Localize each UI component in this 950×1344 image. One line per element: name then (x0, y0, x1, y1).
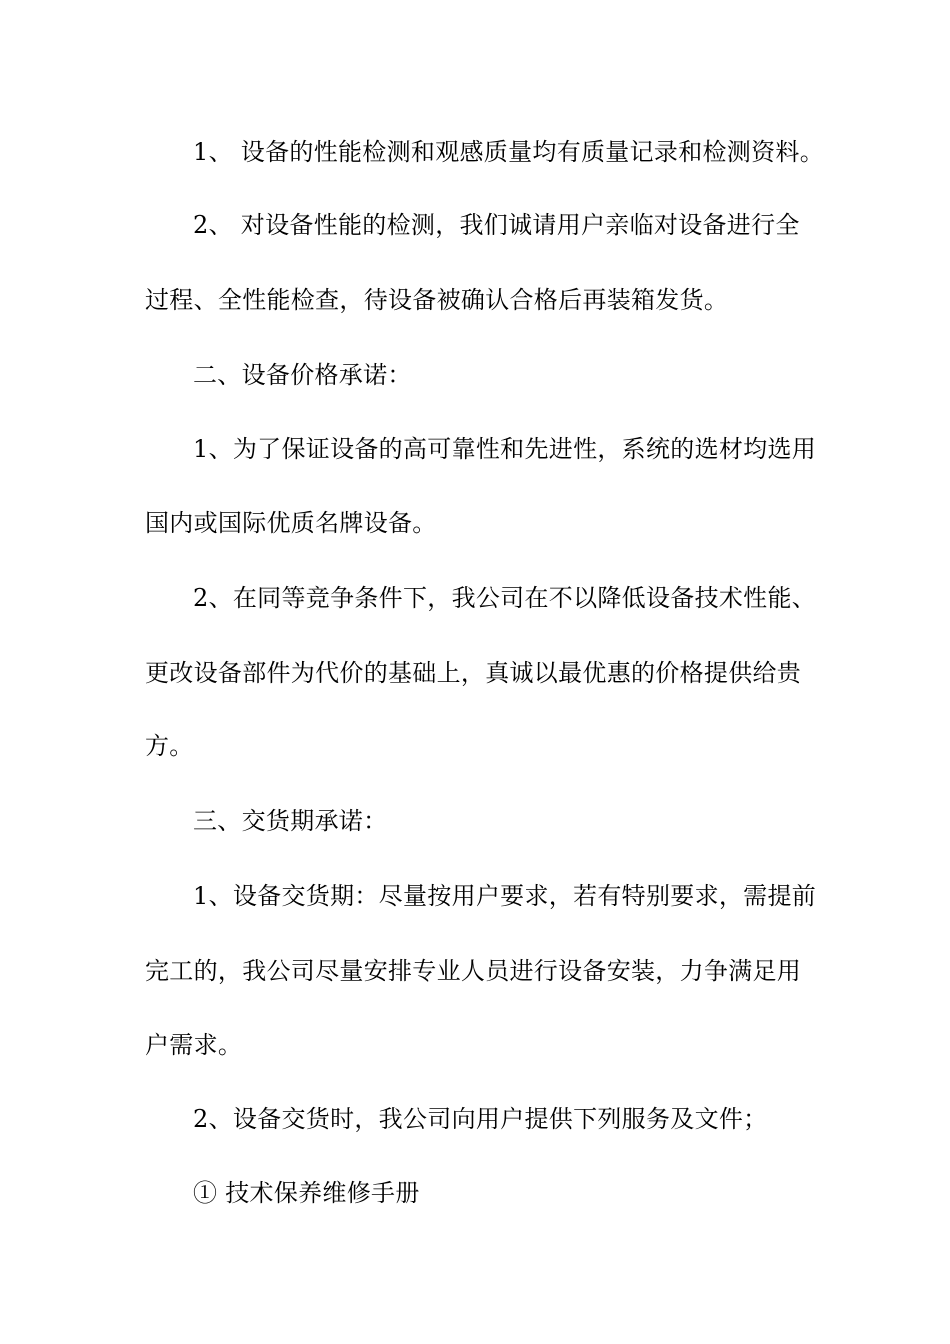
paragraph-line-8: 更改设备部件为代价的基础上，真诚以最优惠的价格提供给贵 (145, 659, 802, 687)
paragraph-line-12: 完工的，我公司尽量安排专业人员进行设备安装，力争满足用 (145, 957, 802, 985)
paragraph-line-13: 户需求。 (145, 1031, 243, 1059)
paragraph-line-5: 1、为了保证设备的高可靠性和先进性，系统的选材均选用 (193, 435, 817, 463)
paragraph-line-6: 国内或国际优质名牌设备。 (145, 509, 437, 537)
paragraph-line-14: 2、设备交货时，我公司向用户提供下列服务及文件； (193, 1105, 768, 1133)
paragraph-line-7: 2、在同等竞争条件下，我公司在不以降低设备技术性能、 (193, 584, 817, 612)
section-heading-price: 二、设备价格承诺： (193, 361, 412, 389)
paragraph-line-11: 1、设备交货期：尽量按用户要求，若有特别要求，需提前 (193, 882, 817, 910)
section-heading-delivery: 三、交货期承诺： (193, 807, 388, 835)
paragraph-line-1: 1、 设备的性能检测和观感质量均有质量记录和检测资料。 (193, 138, 824, 166)
paragraph-line-9: 方。 (145, 732, 194, 760)
list-item-manual: ① 技术保养维修手册 (193, 1179, 420, 1207)
paragraph-line-2: 2、 对设备性能的检测，我们诚请用户亲临对设备进行全 (193, 211, 800, 239)
paragraph-line-3: 过程、全性能检查，待设备被确认合格后再装箱发货。 (145, 286, 729, 314)
